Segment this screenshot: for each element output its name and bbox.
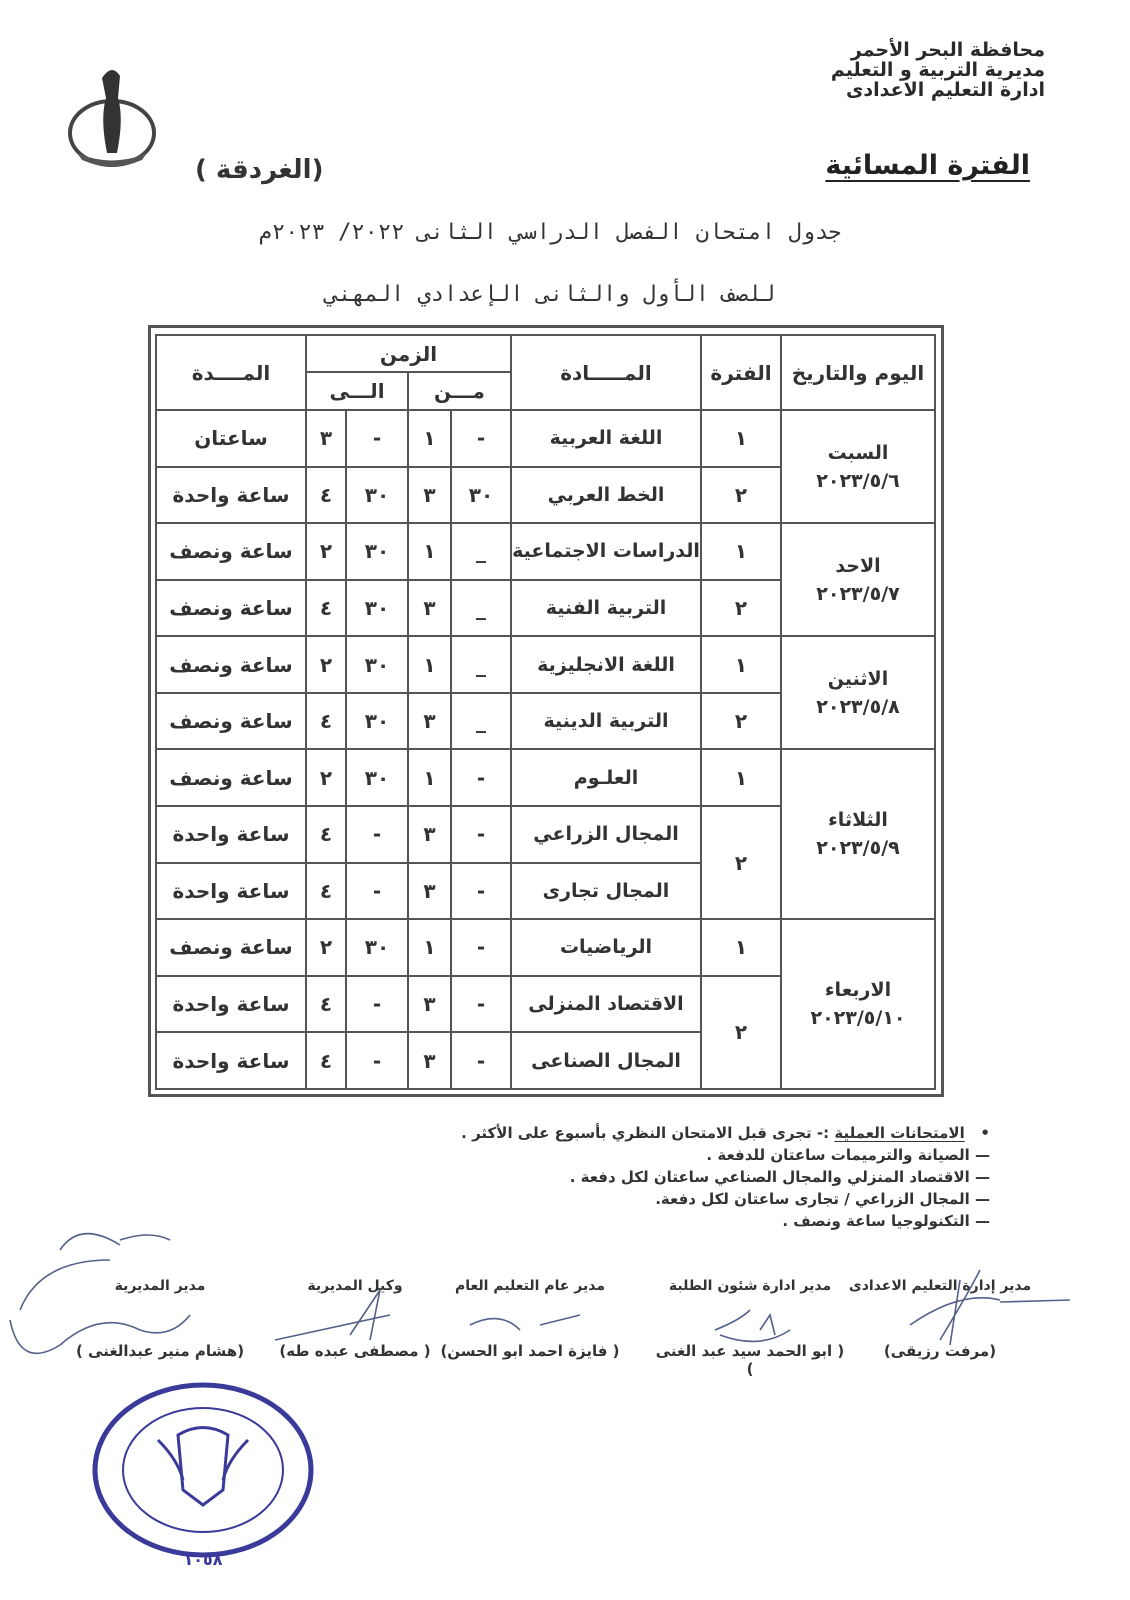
- duration-cell: ساعة ونصف: [156, 523, 306, 580]
- subject-cell: المجال تجارى: [511, 863, 701, 920]
- letterhead-line: محافظة البحر الأحمر: [850, 39, 1045, 61]
- day-name: الاثنين: [827, 667, 889, 690]
- to-minute-cell: ٣٠: [346, 636, 408, 693]
- duration-cell: ساعة ونصف: [156, 580, 306, 637]
- to-hour-cell: ٤: [306, 806, 346, 863]
- official-stamp: [88, 1380, 318, 1580]
- header-duration: المــــدة: [156, 335, 306, 410]
- duration-cell: ساعة ونصف: [156, 636, 306, 693]
- from-minute-cell: -: [451, 749, 511, 806]
- from-minute-cell: _: [451, 636, 511, 693]
- note-lead-text: :- تجرى قبل الامتحان النظري بأسبوع على الأكثر .: [461, 1124, 830, 1142]
- to-minute-cell: -: [346, 1032, 408, 1089]
- from-minute-cell: -: [451, 919, 511, 976]
- to-minute-cell: ٣٠: [346, 467, 408, 524]
- from-minute-cell: -: [451, 976, 511, 1033]
- exam-date: ٢٠٢٣/٥/٧: [816, 582, 900, 605]
- document-title: جدول امتحان الفصل الدراسي الثانى ٢٠٢٢/ ٢٠٢٣م: [258, 220, 842, 245]
- header-time: الزمن: [306, 335, 511, 372]
- from-hour-cell: ١: [408, 636, 451, 693]
- duration-cell: ساعة واحدة: [156, 863, 306, 920]
- day-date-cell: [781, 410, 935, 523]
- period-cell: ٢: [701, 976, 781, 1089]
- to-hour-cell: ٤: [306, 976, 346, 1033]
- signature-name: (مرفت رزيقى): [883, 1342, 997, 1360]
- ministry-logo: [62, 58, 162, 173]
- to-hour-cell: ٤: [306, 467, 346, 524]
- period-cell: ١: [701, 410, 781, 467]
- handwritten-signatures: [0, 1230, 1130, 1370]
- subject-cell: التربية الدينية: [511, 693, 701, 750]
- period-cell: ٢: [701, 806, 781, 919]
- table-row: [156, 410, 935, 467]
- day-date-cell: [781, 749, 935, 919]
- from-minute-cell: -: [451, 410, 511, 467]
- day-name: السبت: [827, 441, 889, 464]
- exam-date: ٢٠٢٣/٥/٩: [816, 837, 900, 860]
- from-minute-cell: _: [451, 580, 511, 637]
- note-item: — الصيانة والترميمات ساعتان للدفعة .: [706, 1146, 990, 1164]
- table-row: [156, 749, 935, 806]
- day-name: الاربعاء: [824, 979, 892, 1002]
- from-hour-cell: ١: [408, 523, 451, 580]
- note-lead: [461, 1122, 990, 1144]
- practical-exam-notes: [461, 1122, 990, 1232]
- from-hour-cell: ٣: [408, 806, 451, 863]
- from-minute-cell: ٣٠: [451, 467, 511, 524]
- subject-cell: التربية الفنية: [511, 580, 701, 637]
- exam-date: ٢٠٢٣/٥/٦: [816, 469, 900, 492]
- duration-cell: ساعة واحدة: [156, 976, 306, 1033]
- document-subtitle: للصف الأول والثانى الإعدادي المهني: [324, 282, 776, 307]
- to-hour-cell: ٢: [306, 636, 346, 693]
- header-to: الـــى: [306, 372, 408, 410]
- exam-schedule-table-frame: [148, 325, 944, 1097]
- period-cell: ٢: [701, 693, 781, 750]
- from-hour-cell: ٣: [408, 693, 451, 750]
- from-hour-cell: ١: [408, 410, 451, 467]
- to-hour-cell: ٤: [306, 863, 346, 920]
- period-cell: ٢: [701, 580, 781, 637]
- table-row: [156, 919, 935, 976]
- header-day-date: اليوم والتاريخ: [781, 335, 935, 410]
- note-item: — المجال الزراعي / تجارى ساعتان لكل دفعة.: [655, 1190, 990, 1208]
- duration-cell: ساعة واحدة: [156, 806, 306, 863]
- to-minute-cell: -: [346, 863, 408, 920]
- to-hour-cell: ٢: [306, 523, 346, 580]
- signature-name: (هشام منير عبدالغنى ): [75, 1342, 245, 1360]
- period-cell: ٢: [701, 467, 781, 524]
- period-cell: ١: [701, 749, 781, 806]
- signature-name: ( فايزة احمد ابو الحسن): [440, 1342, 620, 1360]
- to-hour-cell: ٢: [306, 749, 346, 806]
- bullet-icon: •: [969, 1124, 990, 1142]
- signature-title: وكيل المديرية: [307, 1278, 403, 1294]
- from-hour-cell: ١: [408, 749, 451, 806]
- exam-date: ٢٠٢٣/٥/١٠: [810, 1007, 906, 1030]
- subject-cell: الدراسات الاجتماعية: [511, 523, 701, 580]
- exam-schedule-table: [155, 334, 936, 1090]
- table-row: [156, 523, 935, 580]
- exam-date: ٢٠٢٣/٥/٨: [816, 695, 900, 718]
- header-from: مـــن: [408, 372, 511, 410]
- signature-title: مدير عام التعليم العام: [455, 1278, 605, 1294]
- header-subject: المـــــادة: [511, 335, 701, 410]
- letterhead-line: مديرية التربية و التعليم: [830, 59, 1045, 81]
- to-hour-cell: ٤: [306, 580, 346, 637]
- day-date-cell: [781, 636, 935, 749]
- subject-cell: العلـوم: [511, 749, 701, 806]
- to-minute-cell: -: [346, 410, 408, 467]
- letterhead-line: ادارة التعليم الاعدادى: [846, 79, 1045, 101]
- to-minute-cell: ٣٠: [346, 749, 408, 806]
- signature-title: مدير المديرية: [114, 1278, 206, 1294]
- header-period: الفترة: [701, 335, 781, 410]
- from-hour-cell: ٣: [408, 1032, 451, 1089]
- to-minute-cell: -: [346, 806, 408, 863]
- from-minute-cell: _: [451, 693, 511, 750]
- duration-cell: ساعة ونصف: [156, 693, 306, 750]
- period-cell: ١: [701, 523, 781, 580]
- to-minute-cell: ٣٠: [346, 580, 408, 637]
- from-minute-cell: -: [451, 1032, 511, 1089]
- table-row: [156, 636, 935, 693]
- from-hour-cell: ٣: [408, 976, 451, 1033]
- duration-cell: ساعة واحدة: [156, 467, 306, 524]
- duration-cell: ساعة واحدة: [156, 1032, 306, 1089]
- city-label: (الغردقة ): [195, 155, 324, 185]
- signature-title: مدير ادارة شئون الطلبة: [668, 1278, 832, 1294]
- subject-cell: اللغة العربية: [511, 410, 701, 467]
- to-hour-cell: ٤: [306, 1032, 346, 1089]
- to-hour-cell: ٢: [306, 919, 346, 976]
- to-minute-cell: ٣٠: [346, 919, 408, 976]
- signature-name: ( ابو الحمد سيد عبد الغنى ): [655, 1342, 845, 1378]
- subject-cell: اللغة الانجليزية: [511, 636, 701, 693]
- from-minute-cell: -: [451, 806, 511, 863]
- from-hour-cell: ١: [408, 919, 451, 976]
- from-hour-cell: ٣: [408, 863, 451, 920]
- to-minute-cell: ٣٠: [346, 693, 408, 750]
- period-title: الفترة المسائية: [825, 150, 1030, 181]
- note-item: — التكنولوجيا ساعة ونصف .: [782, 1212, 990, 1230]
- duration-cell: ساعة ونصف: [156, 919, 306, 976]
- from-minute-cell: _: [451, 523, 511, 580]
- day-name: الثلاثاء: [828, 809, 888, 832]
- from-minute-cell: -: [451, 863, 511, 920]
- to-minute-cell: ٣٠: [346, 523, 408, 580]
- subject-cell: المجال الزراعي: [511, 806, 701, 863]
- signature-name: ( مصطفى عبده طه): [279, 1342, 431, 1360]
- day-date-cell: [781, 523, 935, 636]
- subject-cell: الرياضيات: [511, 919, 701, 976]
- letterhead: [831, 40, 1045, 100]
- from-hour-cell: ٣: [408, 580, 451, 637]
- from-hour-cell: ٣: [408, 467, 451, 524]
- subject-cell: المجال الصناعى: [511, 1032, 701, 1089]
- to-hour-cell: ٤: [306, 693, 346, 750]
- note-item: — الاقتصاد المنزلي والمجال الصناعي ساعتان لكل دفعة .: [569, 1168, 990, 1186]
- subject-cell: الاقتصاد المنزلى: [511, 976, 701, 1033]
- period-cell: ١: [701, 919, 781, 976]
- duration-cell: ساعتان: [156, 410, 306, 467]
- to-minute-cell: -: [346, 976, 408, 1033]
- signature-title: مدير إدارة التعليم الاعدادى: [848, 1278, 1032, 1294]
- day-date-cell: [781, 919, 935, 1089]
- note-lead-label: الامتحانات العملية: [834, 1124, 965, 1142]
- period-cell: ١: [701, 636, 781, 693]
- subject-cell: الخط العربي: [511, 467, 701, 524]
- day-name: الاحد: [835, 554, 881, 577]
- schedule-body: [156, 410, 935, 1089]
- stamp-number: ١٠٥٨: [183, 1550, 223, 1569]
- duration-cell: ساعة ونصف: [156, 749, 306, 806]
- to-hour-cell: ٣: [306, 410, 346, 467]
